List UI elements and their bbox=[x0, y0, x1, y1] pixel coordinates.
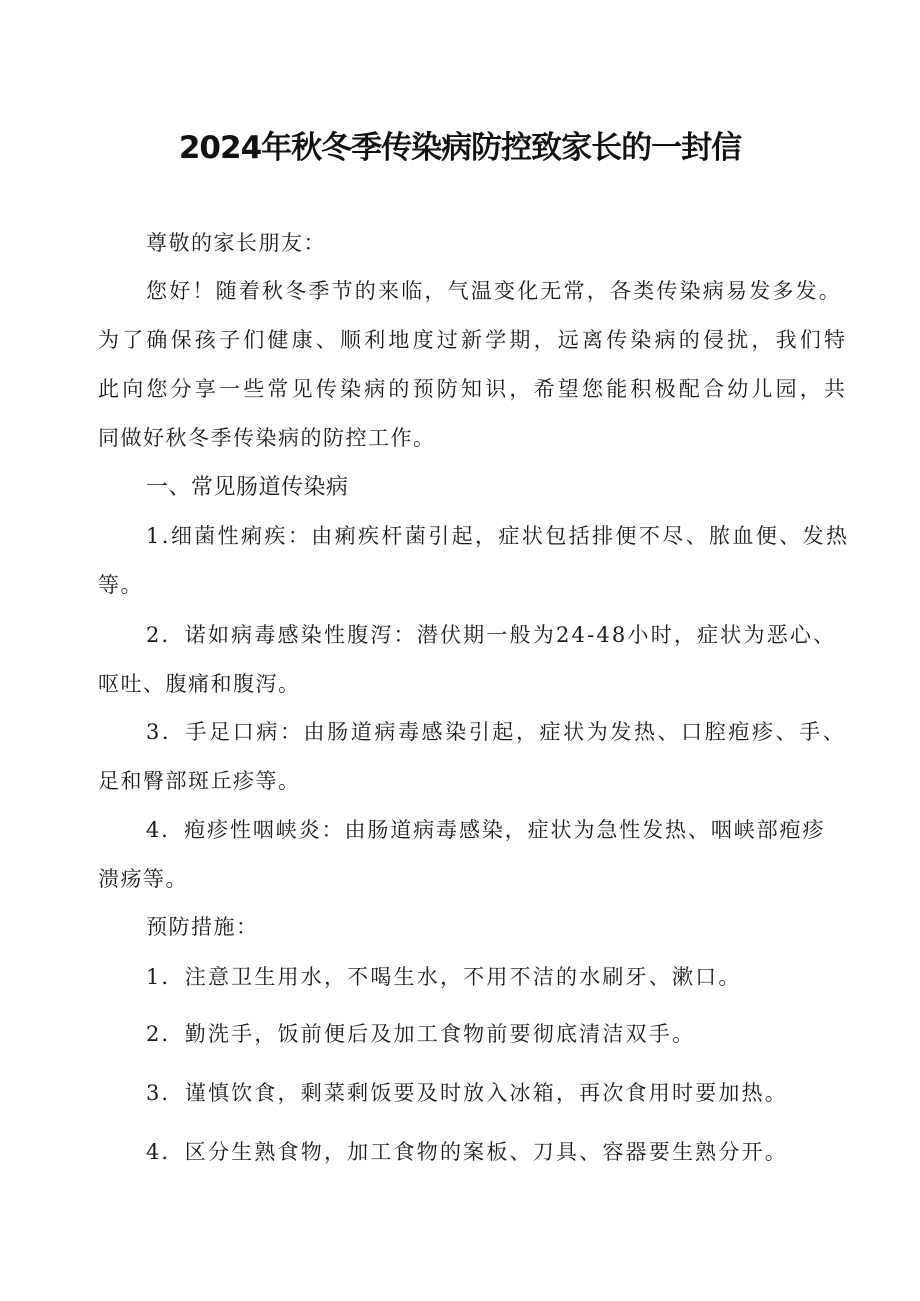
intro-line-4: 同做好秋冬季传染病的防控工作。 bbox=[98, 426, 436, 450]
disease-item-2-line-2: 呕吐、腹痛和腹泻。 bbox=[98, 672, 301, 696]
greeting: 尊敬的家长朋友： bbox=[146, 231, 326, 255]
prevention-label: 预防措施： bbox=[146, 915, 259, 939]
disease-item-4-line-2: 溃疡等。 bbox=[98, 867, 188, 891]
prevention-item-1: 1．注意卫生用水，不喝生水，不用不洁的水刷牙、漱口。 bbox=[146, 965, 742, 989]
disease-item-1-line-1: 1.细菌性痢疾：由痢疾杆菌引起，症状包括排便不尽、脓血便、发热 bbox=[146, 524, 850, 548]
disease-item-2-line-1: 2．诺如病毒感染性腹泻：潜伏期一般为24-48小时，症状为恶心、 bbox=[146, 623, 837, 647]
prevention-item-3: 3．谨慎饮食，剩菜剩饭要及时放入冰箱，再次食用时要加热。 bbox=[146, 1081, 788, 1105]
disease-item-4-line-1: 4．疱疹性咽峡炎：由肠道病毒感染，症状为急性发热、咽峡部疱疹 bbox=[146, 818, 826, 842]
intro-line-3: 此向您分享一些常见传染病的预防知识，希望您能积极配合幼儿园，共 bbox=[98, 377, 849, 401]
disease-item-1-line-2: 等。 bbox=[98, 573, 143, 597]
disease-item-3-line-1: 3．手足口病：由肠道病毒感染引起，症状为发热、口腔疱疹、手、 bbox=[146, 720, 847, 744]
prevention-item-2: 2．勤洗手，饭前便后及加工食物前要彻底清洁双手。 bbox=[146, 1022, 696, 1046]
document-title: 2024年秋冬季传染病防控致家长的一封信 bbox=[178, 130, 742, 166]
section-heading: 一、常见肠道传染病 bbox=[146, 475, 349, 500]
intro-line-2: 为了确保孩子们健康、顺利地度过新学期，远离传染病的侵扰，我们特 bbox=[98, 328, 849, 352]
intro-line-1: 您好！随着秋冬季节的来临，气温变化无常，各类传染病易发多发。 bbox=[146, 279, 842, 303]
prevention-item-4: 4．区分生熟食物，加工食物的案板、刀具、容器要生熟分开。 bbox=[146, 1140, 788, 1164]
disease-item-3-line-2: 足和臀部斑丘疹等。 bbox=[98, 769, 301, 793]
